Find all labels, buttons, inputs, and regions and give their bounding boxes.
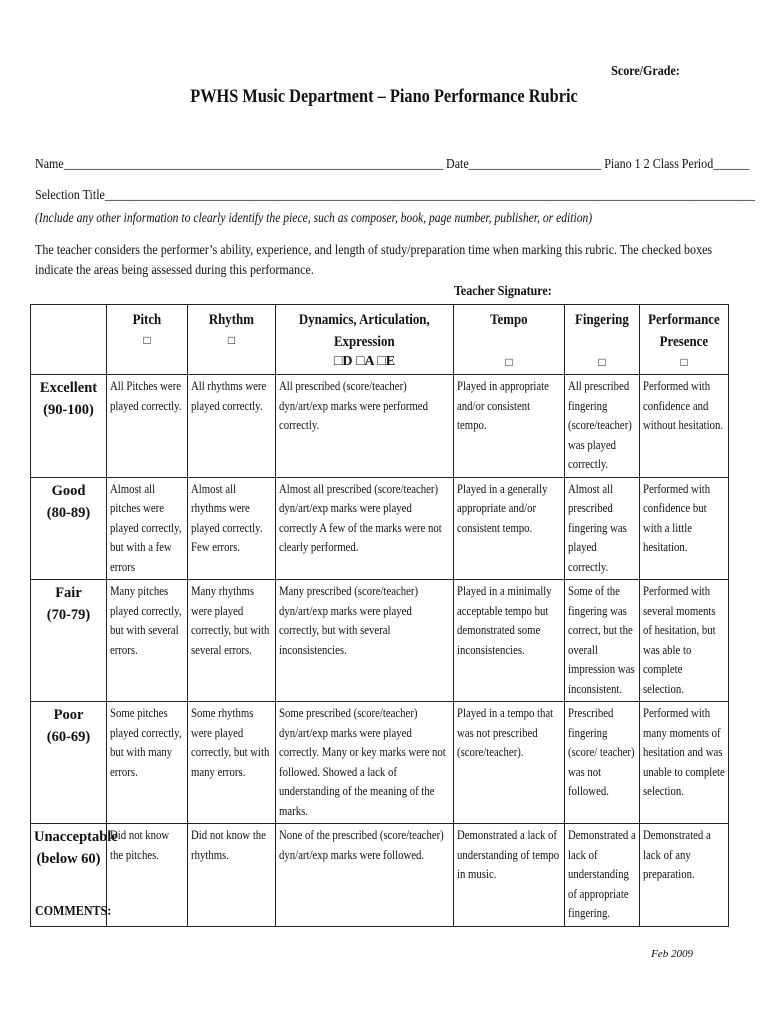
- table-row: [31, 580, 729, 702]
- criterion-cell: Did not know the pitches.: [107, 824, 188, 927]
- criterion-cell: Demonstrated a lack of any preparation.: [640, 824, 729, 927]
- rubric-table: [30, 304, 729, 927]
- criterion-cell: Played in a minimally acceptable tempo but demonstrated some inconsistencies.: [454, 580, 565, 702]
- level-range: (60-69): [46, 729, 91, 745]
- criterion-cell: Prescribed fingering (score/ teacher) was not followed.: [565, 702, 640, 824]
- criterion-cell: Played in appropriate and/or consistent tempo.: [454, 375, 565, 478]
- header-tempo: [454, 305, 565, 375]
- table-row: [31, 375, 729, 478]
- checkbox-icon[interactable]: □: [680, 355, 688, 369]
- criterion-cell: Some prescribed (score/teacher) dyn/art/exp marks were played correctly. Many or key marks were not followed. Showed a lack of understanding of the meaning of the marks.: [276, 702, 454, 824]
- table-row: [31, 702, 729, 824]
- header-corner-cell: [31, 305, 107, 375]
- header-label: Performance Presence: [648, 312, 720, 350]
- table-row: [31, 824, 729, 927]
- level-cell: [31, 702, 107, 824]
- checkbox-icon[interactable]: □: [598, 355, 606, 369]
- teacher-signature-label: Teacher Signature:: [454, 284, 552, 299]
- criterion-cell: All Pitches were played correctly.: [107, 375, 188, 478]
- level-cell: [31, 580, 107, 702]
- identification-note: (Include any other information to clearly identify the piece, such as composer, book, page number, publisher, or edition): [35, 210, 593, 225]
- criterion-cell: Almost all prescribed fingering was played correctly.: [565, 477, 640, 580]
- level-range: (80-89): [46, 504, 91, 521]
- criterion-cell: Many prescribed (score/teacher) dyn/art/exp marks were played correctly, but with several inconsistencies.: [276, 580, 454, 702]
- criterion-cell: Some of the fingering was correct, but the overall impression was inconsistent.: [565, 580, 640, 702]
- criterion-cell: Almost all rhythms were played correctly. Few errors.: [188, 477, 276, 580]
- criterion-cell: Almost all pitches were played correctly, but with a few errors: [107, 477, 188, 580]
- selection-title-line: Selection Title____________________________________________________________________________________________________________: [35, 188, 756, 203]
- criterion-cell: Many rhythms were played correctly, but with several errors.: [188, 580, 276, 702]
- table-header-row: [31, 305, 729, 375]
- page-title: PWHS Music Department – Piano Performance Rubric: [190, 86, 578, 107]
- header-performance-presence: [640, 305, 729, 375]
- header-label: Pitch: [132, 312, 162, 328]
- level-cell: [31, 477, 107, 580]
- level-label: Unacceptable: [34, 829, 118, 845]
- header-dynamics: [276, 305, 454, 375]
- criterion-cell: Demonstrated a lack of understanding of appropriate fingering.: [565, 824, 640, 927]
- level-label: Fair: [55, 585, 82, 601]
- checkbox-icon[interactable]: □: [143, 333, 151, 347]
- header-pitch: [107, 305, 188, 375]
- level-range: (70-79): [46, 607, 91, 623]
- criterion-cell: Some rhythms were played correctly, but with many errors.: [188, 702, 276, 824]
- header-label: Dynamics, Articulation, Expression: [298, 312, 430, 350]
- criterion-cell: Many pitches played correctly, but with several errors.: [107, 580, 188, 702]
- criterion-cell: Almost all prescribed (score/teacher) dyn/art/exp marks were played correctly A few of the marks were not clearly performed.: [276, 477, 454, 580]
- level-label: Good: [51, 482, 86, 499]
- criterion-cell: All prescribed fingering (score/teacher) was played correctly.: [565, 375, 640, 478]
- criterion-cell: All rhythms were played correctly.: [188, 375, 276, 478]
- comments-label: COMMENTS:: [35, 904, 112, 919]
- name-date-line: Name_______________________________________________________________ Date______________________ Piano 1 2 Class Period______: [35, 157, 750, 172]
- table-row: [31, 477, 729, 580]
- header-label: Fingering: [575, 312, 629, 328]
- level-range: (below 60): [36, 851, 101, 867]
- score-grade-label: Score/Grade:: [611, 64, 680, 79]
- criterion-cell: Played in a generally appropriate and/or consistent tempo.: [454, 477, 565, 580]
- level-cell: [31, 375, 107, 478]
- checkbox-icon[interactable]: □: [505, 355, 513, 369]
- header-rhythm: [188, 305, 276, 375]
- description-paragraph: The teacher considers the performer’s ability, experience, and length of study/preparation time when marking this rubric. The checked boxes indicate the areas being assessed during this performance.: [35, 243, 713, 278]
- criterion-cell: Performed with several moments of hesitation, but was able to complete selection.: [640, 580, 729, 702]
- criterion-cell: Performed with confidence but with a little hesitation.: [640, 477, 729, 580]
- header-label: Tempo: [490, 312, 528, 328]
- criterion-cell: Performed with confidence and without hesitation.: [640, 375, 729, 478]
- criterion-cell: Played in a tempo that was not prescribed (score/teacher).: [454, 702, 565, 824]
- header-fingering: [565, 305, 640, 375]
- criterion-cell: Performed with many moments of hesitation and was unable to complete selection.: [640, 702, 729, 824]
- criterion-cell: Demonstrated a lack of understanding of tempo in music.: [454, 824, 565, 927]
- criterion-cell: None of the prescribed (score/teacher) dyn/art/exp marks were followed.: [276, 824, 454, 927]
- criterion-cell: All prescribed (score/teacher) dyn/art/exp marks were performed correctly.: [276, 375, 454, 478]
- checkbox-icon[interactable]: □D □A □E: [333, 354, 396, 369]
- level-label: Poor: [53, 707, 84, 723]
- criterion-cell: Did not know the rhythms.: [188, 824, 276, 927]
- checkbox-icon[interactable]: □: [227, 333, 236, 347]
- level-label: Excellent: [39, 380, 98, 396]
- level-range: (90-100): [43, 402, 94, 418]
- header-label: Rhythm: [208, 312, 254, 328]
- criterion-cell: Some pitches played correctly, but with many errors.: [107, 702, 188, 824]
- revision-date: Feb 2009: [651, 948, 693, 960]
